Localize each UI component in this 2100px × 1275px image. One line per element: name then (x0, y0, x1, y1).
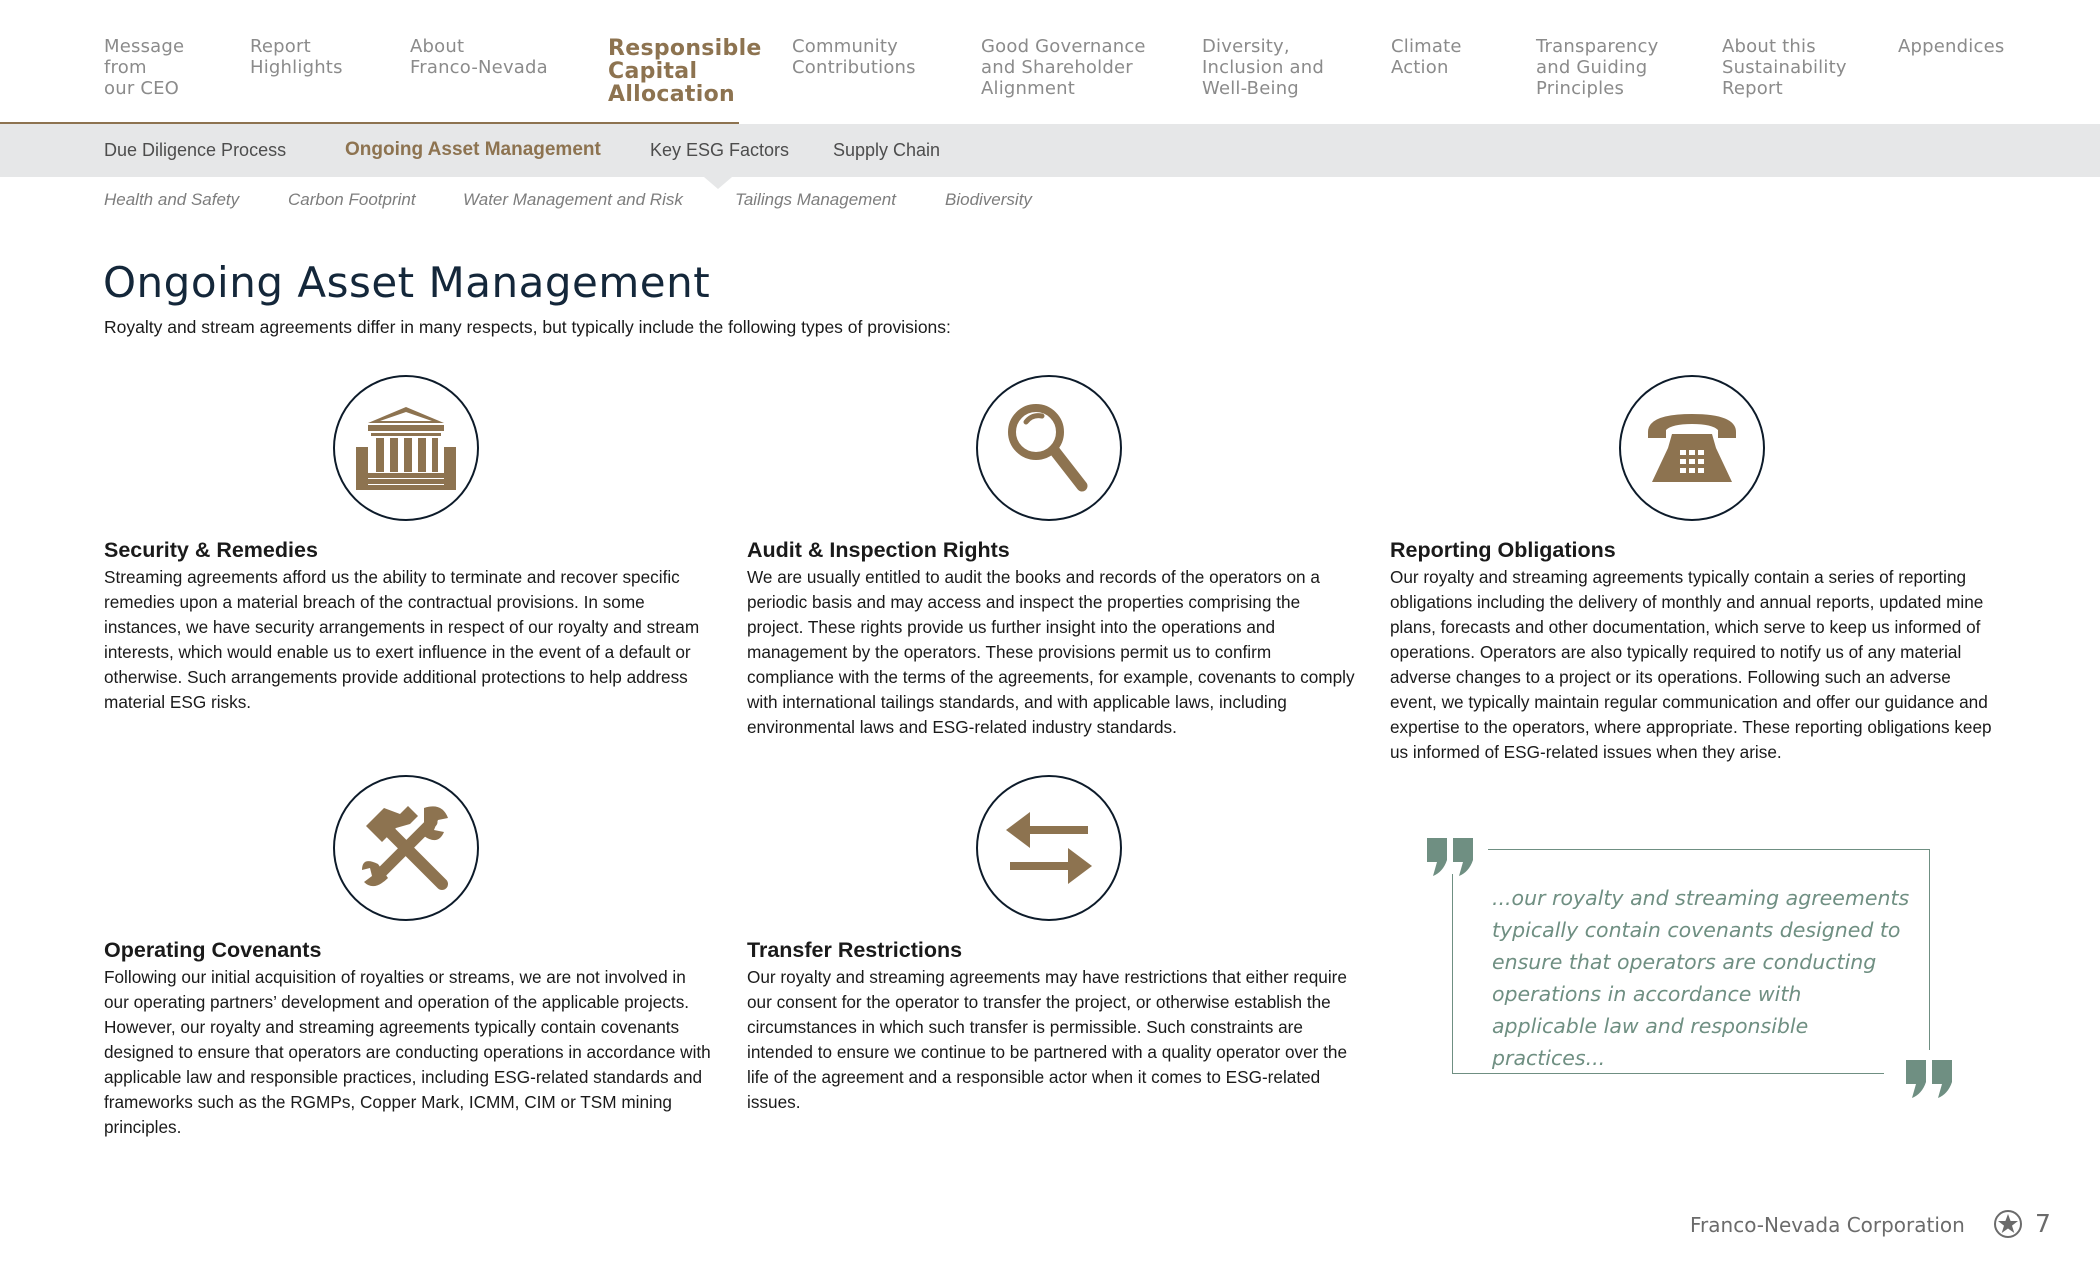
nav-item-label: Diversity, Inclusion and Well-Being (1202, 36, 1325, 99)
pull-quote-text: ...our royalty and streaming agreements typically contain covenants designed to ensure that operators are conducting operations in accordance with applicable law and responsible practices... (1492, 886, 1910, 1070)
audit-inspection-title: Audit & Inspection Rights (747, 538, 1010, 562)
nav-item-climate-action[interactable] (1391, 36, 1462, 78)
active-subnav-caret (704, 177, 732, 189)
tertnav-carbon-footprint[interactable]: Carbon Footprint (288, 190, 416, 209)
star-logo-icon (1993, 1209, 2023, 1239)
tertnav-water-management[interactable]: Water Management and Risk (463, 190, 683, 209)
telephone-icon (1642, 408, 1742, 488)
reporting-obligations-icon-circle (1619, 375, 1765, 521)
operating-covenants-body: Following our initial acquisition of royalties or streams, we are not involved in our operating partners’ development and operation of the applicable projects. However, our royalty and streaming agreements typically contain covenants designed to ensure that operators are conducting operations in accordance with applicable law and responsible practices, including ESG-related standards and frameworks such as the RGMPs, Copper Mark, ICMM, CIM or TSM mining principles. (104, 967, 711, 1137)
security-remedies-icon-circle (333, 375, 479, 521)
nav-item-appendices[interactable] (1898, 36, 2004, 57)
nav-item-label: Climate Action (1391, 36, 1462, 78)
security-remedies-title: Security & Remedies (104, 538, 318, 562)
top-navigation (0, 0, 2100, 124)
page-title: Ongoing Asset Management (103, 258, 711, 307)
footer-organization: Franco-Nevada Corporation (1690, 1213, 1965, 1237)
hammer-wrench-icon (358, 800, 454, 896)
nav-item-label: Report Highlights (250, 36, 343, 78)
subnav-supply-chain[interactable]: Supply Chain (833, 140, 941, 160)
page-intro: Royalty and stream agreements differ in many respects, but typically include the following types of provisions: (104, 317, 951, 337)
nav-item-label: Community Contributions (792, 36, 916, 78)
tertnav-biodiversity[interactable]: Biodiversity (945, 190, 1032, 209)
nav-item-about-franco-nevada[interactable] (410, 36, 548, 78)
subnav-due-diligence[interactable]: Due Diligence Process (104, 140, 287, 160)
nav-item-label: Transparency and Guiding Principles (1536, 36, 1659, 99)
nav-item-label: Message from our CEO (104, 36, 185, 99)
magnifying-glass-icon (1004, 400, 1094, 496)
transfer-restrictions-icon-circle (976, 775, 1122, 921)
bank-building-icon (350, 405, 462, 491)
audit-inspection-icon-circle (976, 375, 1122, 521)
nav-item-report-highlights[interactable] (250, 36, 343, 78)
nav-item-label: About Franco-Nevada (410, 36, 548, 78)
nav-item-good-governance[interactable] (981, 36, 1146, 99)
nav-item-label: Responsible Capital Allocation (608, 36, 762, 107)
transfer-arrows-icon (1004, 808, 1094, 888)
operating-covenants-title: Operating Covenants (104, 938, 322, 962)
audit-inspection-body: We are usually entitled to audit the books and records of the operators on a periodic basis and may access and inspect the properties comprising the project. These rights provide us further insight into the operations and management by the operators. These provisions permit us to confirm compliance with the terms of the agreements, for example, covenants to comply with international tailings standards, and with applicable laws, including environmental laws and ESG-related industry standards. (747, 567, 1355, 737)
nav-item-label: Good Governance and Shareholder Alignment (981, 36, 1146, 99)
tertnav-tailings-management[interactable]: Tailings Management (735, 190, 896, 209)
nav-item-label: About this Sustainability Report (1722, 36, 1847, 99)
nav-item-message-from-ceo[interactable] (104, 36, 184, 99)
transfer-restrictions-title: Transfer Restrictions (747, 938, 963, 962)
reporting-obligations-body: Our royalty and streaming agreements typically contain a series of reporting obligations including the delivery of monthly and annual reports, updated mine plans, forecasts and other documentation, which serve to keep us informed of operations. Operators are also typically required to notify us of any material adverse changes to a project or its operations. Following such an adverse event, we typically maintain regular communication and offer our guidance and expertise to the operators, where appropriate. These reporting obligations keep us informed of ESG-related issues when they arise. (1390, 567, 1992, 762)
nav-item-diversity-inclusion[interactable] (1202, 36, 1324, 99)
operating-covenants-icon-circle (333, 775, 479, 921)
transfer-restrictions-body: Our royalty and streaming agreements may have restrictions that either require our consent for the operator to transfer the project, or otherwise establish the circumstances in which such transfer is permissible. Such constraints are intended to ensure we continue to be partnered with a quality operator over the life of the agreement and a responsible actor when it comes to ESG-related issues. (747, 967, 1348, 1112)
subnav-ongoing-asset-management[interactable]: Ongoing Asset Management (345, 139, 601, 160)
tertiary-navigation (0, 190, 2100, 216)
nav-item-label: Appendices (1898, 36, 2005, 57)
nav-item-community-contributions[interactable] (792, 36, 916, 78)
open-quote-icon (1425, 838, 1477, 876)
nav-item-about-report[interactable] (1722, 36, 1847, 99)
page-number: 7 (2035, 1209, 2051, 1238)
tertnav-health-safety[interactable]: Health and Safety (104, 190, 240, 209)
sub-navigation (0, 124, 2100, 177)
security-remedies-body: Streaming agreements afford us the ability to terminate and recover specific remedies upon a material breach of the contractual provisions. In some instances, we have security arrangements in respect of our royalty and stream interests, which would enable us to exert influence in the event of a default or otherwise. Such arrangements provide additional protections to help address material ESG risks. (104, 567, 700, 712)
subnav-key-esg-factors[interactable]: Key ESG Factors (650, 140, 790, 160)
nav-item-responsible-capital-allocation[interactable] (608, 37, 762, 106)
nav-item-transparency[interactable] (1536, 36, 1658, 99)
reporting-obligations-title: Reporting Obligations (1390, 538, 1616, 562)
